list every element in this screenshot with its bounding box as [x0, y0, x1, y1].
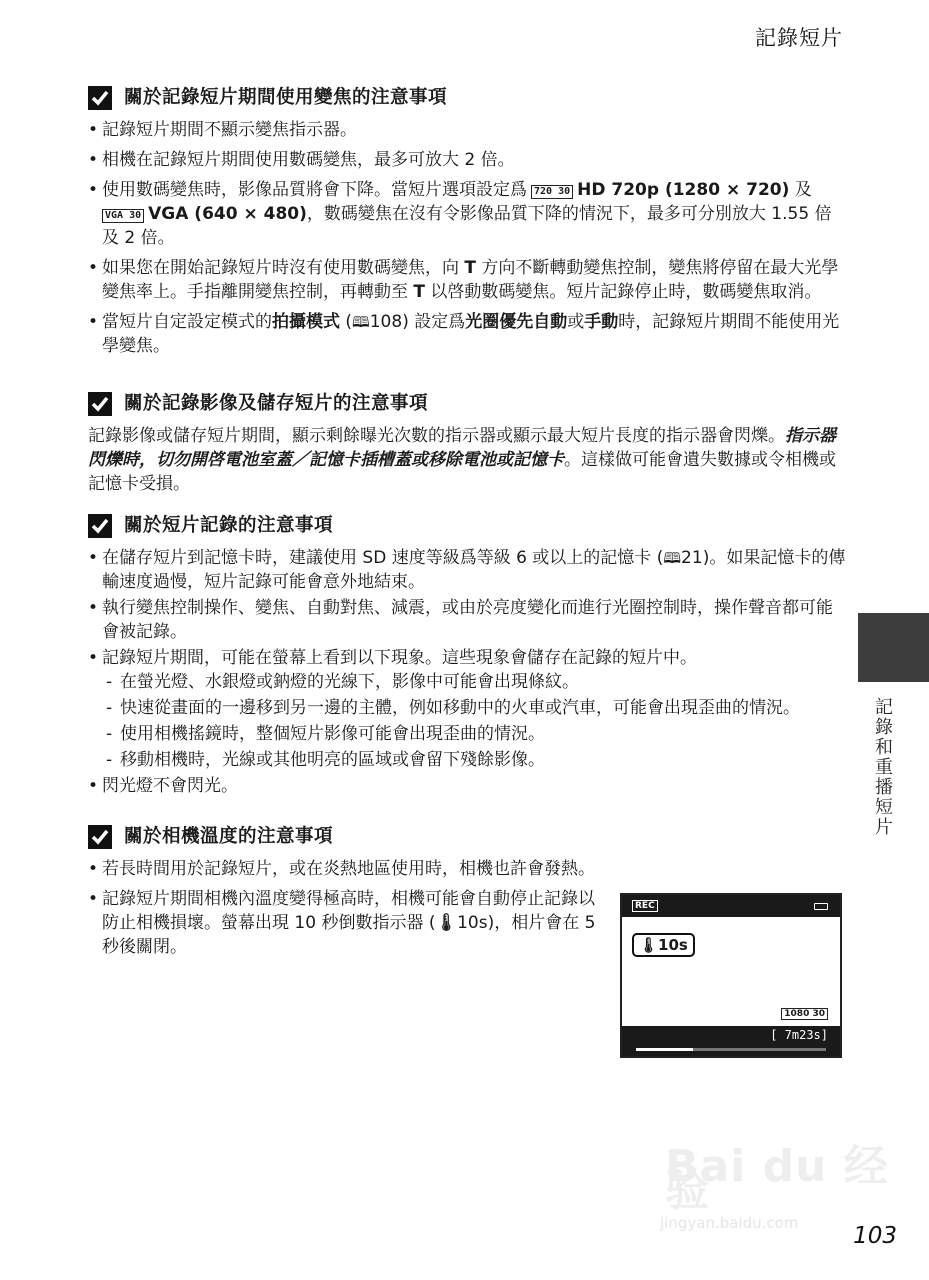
list-item: • 若長時間用於記錄短片，或在炎熱地區使用時，相機也許會發熱。 — [88, 857, 846, 881]
list-item: • 使用數碼變焦時，影像品質將會下降。當短片選項設定爲 720 30 HD 720p (1280 × 720) 及 VGA 30 VGA (640 × 480)，數碼變焦在沒有令影像品質下降的情況下，最多可分別放大 1.55 倍及 2 倍。 — [88, 178, 846, 250]
video-vga-icon: VGA 30 — [102, 209, 144, 223]
section-title: 關於短片記錄的注意事項 — [124, 515, 334, 536]
rec-indicator: REC — [632, 900, 658, 912]
list-item: • 記錄短片期間相機內溫度變得極高時，相機可能會自動停止記錄以防止相機損壞。螢幕出現 10 秒倒數指示器 (🌡10s)，相片會在 5 秒後關閉。 — [88, 887, 607, 959]
thermometer-icon: 🌡 — [639, 936, 659, 954]
list-item: • 記錄短片期間不顯示變焦指示器。 — [88, 118, 846, 142]
battery-icon — [814, 903, 828, 910]
remaining-time: [ 7m23s] — [770, 1028, 828, 1042]
page-number: 103 — [853, 1223, 897, 1249]
paragraph: 記錄影像或儲存短片期間，顯示剩餘曝光次數的指示器或顯示最大短片長度的指示器會閃爍。指示器閃爍時，切勿開啓電池室蓋／記憶卡插槽蓋或移除電池或記憶卡。這樣做可能會遺失數據或令相機或記憶卡受損。 — [88, 426, 836, 494]
sub-list-item: - 使用相機搖鏡時，整個短片影像可能會出現歪曲的情況。 — [102, 722, 846, 746]
sub-list-item: - 在螢光燈、水銀燈或鈉燈的光線下，影像中可能會出現條紋。 — [102, 670, 846, 694]
list-item: • 執行變焦控制操作、變焦、自動對焦、減震，或由於亮度變化而進行光圈控制時，操作聲音都可能會被記錄。 — [88, 596, 846, 644]
temperature-countdown-indicator: 🌡10s — [632, 933, 695, 957]
checkmark-icon — [88, 392, 112, 416]
section-zoom-notes — [88, 86, 846, 364]
section-title: 關於記錄短片期間使用變焦的注意事項 — [124, 87, 448, 108]
section-recording-notes — [88, 514, 846, 800]
watermark-url: jingyan.baidu.com — [660, 1214, 799, 1232]
list-item: • 在儲存短片到記憶卡時，建議使用 SD 速度等級爲等級 6 或以上的記憶卡 (🕮21)。如果記憶卡的傳輸速度過慢，短片記錄可能會意外地結束。 — [88, 546, 846, 594]
camera-top-bar — [622, 895, 840, 917]
book-icon: 🕮 — [352, 313, 370, 331]
video-resolution-icon: 1080 30 — [781, 1008, 828, 1020]
list-item: • 閃光燈不會閃光。 — [88, 774, 846, 798]
camera-screen-illustration — [620, 893, 842, 1058]
list-item: • 如果您在開始記錄短片時沒有使用數碼變焦，向 T 方向不斷轉動變焦控制，變焦將停留在最大光學變焦率上。手指離開變焦控制，再轉動至 T 以啓動數碼變焦。短片記錄停止時，數碼變焦取消。 — [88, 256, 846, 304]
recording-progress-bar — [636, 1048, 826, 1051]
side-tab-label: 記錄和重播短片 — [872, 697, 893, 837]
camera-bottom-bar — [622, 1026, 840, 1056]
header-title: 記錄短片 — [755, 26, 843, 50]
watermark-logo: Bai du 经验 — [665, 1141, 889, 1216]
list-item: • 相機在記錄短片期間使用數碼變焦，最多可放大 2 倍。 — [88, 148, 846, 172]
checkmark-icon — [88, 86, 112, 110]
thermometer-icon: 🌡 — [435, 913, 458, 933]
section-title: 關於記錄影像及儲存短片的注意事項 — [124, 393, 429, 414]
checkmark-icon — [88, 514, 112, 538]
video-720-icon: 720 30 — [531, 185, 573, 199]
sub-list-item: - 移動相機時，光線或其他明亮的區域或會留下殘餘影像。 — [102, 748, 846, 772]
list-item: • 記錄短片期間，可能在螢幕上看到以下現象。這些現象會儲存在記錄的短片中。 - 在螢光燈、水銀燈或鈉燈的光線下，影像中可能會出現條紋。 - 快速從畫面的一邊移到另一邊的主體，例如移動中的火車或汽車，可能會出現歪曲的情況。 - 使用相機搖鏡時，整個短片影像可能會出現歪曲的情況。 - 移動相機時，光線或其他明亮的區域或會留下殘餘影像。 — [88, 646, 846, 772]
list-item: • 當短片自定設定模式的拍攝模式 (🕮108) 設定爲光圈優先自動或手動時，記錄短片期間不能使用光學變焦。 — [88, 310, 846, 358]
book-icon: 🕮 — [663, 549, 682, 567]
side-tab-marker — [858, 613, 929, 682]
section-storage-notes — [88, 392, 846, 496]
sub-list-item: - 快速從畫面的一邊移到另一邊的主體，例如移動中的火車或汽車，可能會出現歪曲的情況。 — [102, 696, 846, 720]
section-title: 關於相機溫度的注意事項 — [124, 826, 334, 847]
checkmark-icon — [88, 825, 112, 849]
progress-fill — [636, 1048, 693, 1051]
